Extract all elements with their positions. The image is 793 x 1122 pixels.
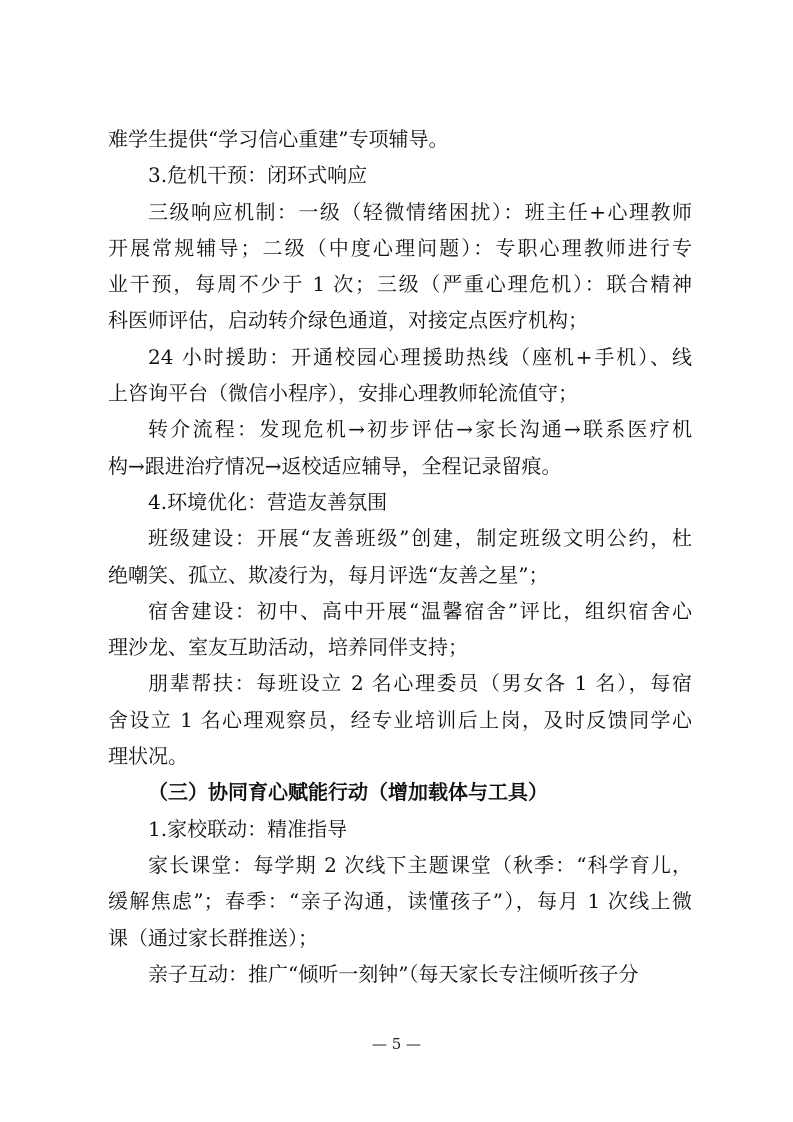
section-heading: （三）协同育心赋能行动（增加载体与工具） (148, 780, 548, 805)
paragraph-line: 理状况。 (108, 744, 188, 769)
paragraph-line: 上咨询平台（微信小程序），安排心理教师轮流值守； (108, 381, 578, 406)
paragraph-line: 难学生提供“学习信心重建”专项辅导。 (108, 127, 449, 151)
paragraph-first-line: 家长课堂：每学期 2 次线下主题课堂（秋季：“科学育儿， (148, 852, 692, 877)
paragraph-line: 科医师评估，启动转介绿色通道，对接定点医疗机构； (108, 308, 588, 333)
paragraph-line: 业干预，每周不少于 1 次；三级（严重心理危机）：联合精神 (108, 272, 692, 297)
paragraph-line: 绝嘲笑、孤立、欺凌行为，每月评选“友善之星”； (108, 562, 549, 587)
subheading: 3.危机干预：闭环式响应 (148, 163, 368, 188)
page-number: — 5 — (371, 1035, 422, 1053)
paragraph-line: 课（通过家长群推送）； (108, 925, 318, 950)
paragraph-first-line: 24 小时援助：开通校园心理援助热线（座机+手机）、线 (148, 344, 692, 369)
paragraph-line: 舍设立 1 名心理观察员，经专业培训后上岗，及时反馈同学心 (108, 707, 692, 732)
body-text (108, 121, 692, 992)
paragraph-line: 缓解焦虑”；春季：“亲子沟通，读懂孩子”），每月 1 次线上微 (108, 889, 692, 914)
paragraph-line: 构→跟进治疗情况→返校适应辅导，全程记录留痕。 (108, 453, 562, 478)
paragraph-first-line: 宿舍建设：初中、高中开展“温馨宿舍”评比，组织宿舍心 (148, 598, 692, 623)
paragraph-first-line: 朋辈帮扶：每班设立 2 名心理委员（男女各 1 名），每宿 (148, 671, 692, 696)
paragraph-line: 开展常规辅导；二级（中度心理问题）：专职心理教师进行专 (108, 235, 692, 260)
subheading: 1.家校联动：精准指导 (148, 816, 348, 841)
paragraph-first-line: 班级建设：开展“友善班级”创建，制定班级文明公约，杜 (148, 526, 692, 551)
paragraph-line: 理沙龙、室友互助活动，培养同伴支持； (108, 635, 468, 660)
paragraph-first-line: 转介流程：发现危机→初步评估→家长沟通→联系医疗机 (148, 417, 692, 442)
paragraph-first-line: 亲子互动：推广“倾听一刻钟”（每天家长专注倾听孩子分 (148, 961, 639, 986)
subheading: 4.环境优化：营造友善氛围 (148, 489, 388, 514)
paragraph-first-line: 三级响应机制：一级（轻微情绪困扰）：班主任+心理教师 (148, 199, 692, 224)
